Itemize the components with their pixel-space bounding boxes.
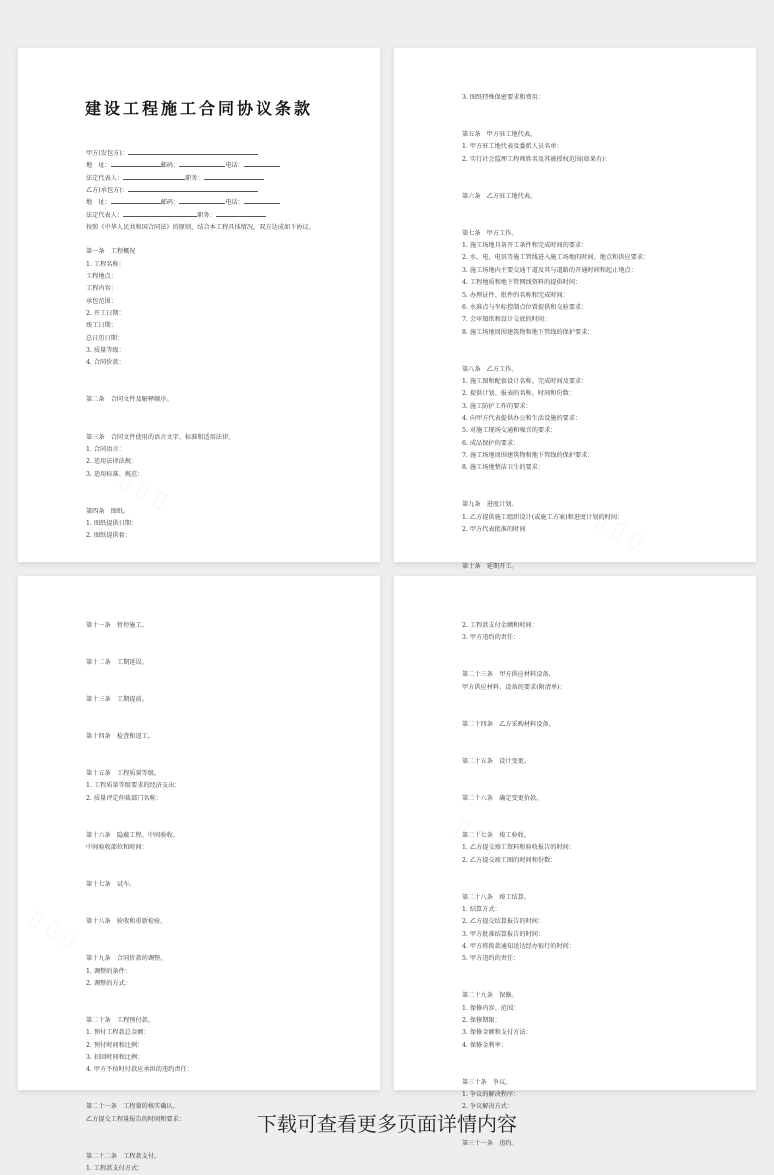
clause-line: 4. 保修金利率： [462, 1041, 507, 1049]
clause-line: 第二十三条 甲方供应材料设备。 [462, 671, 555, 679]
clause-line: 第二十一条 工程量的核实确认。 [86, 1103, 179, 1111]
party-b-line: 乙方(承包方)： [86, 185, 350, 197]
clause-line: 乙方提交工程量报告的时间和要求： [86, 1115, 185, 1123]
blank-line [86, 867, 350, 879]
blank-line [462, 743, 726, 755]
clause-line: 承包范围： [86, 297, 117, 305]
clause-line: 5. 办理证件、批件的名称和完成时间： [462, 291, 569, 299]
clause-line: 3. 扣回时间和比例： [86, 1054, 144, 1062]
blank-line [86, 645, 350, 657]
page-1-clauses [86, 234, 350, 543]
blank-line [462, 117, 726, 129]
party-b-rep-line: 法定代表人： 职务： [86, 210, 350, 222]
clause-line: 4. 甲方不按时付款应承担的违约责任： [86, 1066, 193, 1074]
clause-line: 8. 施工场地周围建筑物和地下管线的保护要求： [462, 328, 594, 336]
party-info-block [86, 148, 350, 234]
blank-line [86, 756, 350, 768]
clause-line: 第十五条 工程质量等级。 [86, 770, 161, 778]
clause-line: 1. 工程名称： [86, 260, 125, 268]
clause-line: 第二十二条 工程款支付。 [86, 1152, 161, 1160]
clause-line: 2. 水、电、电讯等施工管线进入施工场地的时间、地点和供应要求： [462, 254, 650, 262]
blank-line [462, 879, 726, 891]
clause-line: 2. 实行社会监理工程师姓名及其被授权范围(如果有)： [462, 155, 611, 163]
blank-line [462, 768, 726, 780]
document-page-2 [394, 48, 756, 571]
clause-line: 2. 质量评定仲裁部门名称： [86, 794, 162, 802]
blank-line [86, 941, 350, 953]
blank-line [462, 549, 726, 561]
clause-line: 1. 结算方式： [462, 905, 501, 913]
clause-line: 第十条 延期开工。 [462, 563, 518, 571]
document-page-1 [18, 48, 380, 562]
blank-line [86, 419, 350, 431]
clause-line: 4. 向甲方代表提供办公和生活设施的要求： [462, 414, 582, 422]
clause-line: 2. 争议解决方式： [462, 1103, 514, 1111]
clause-line: 第二十条 工程预付款。 [86, 1017, 155, 1024]
clause-line: 2. 提供计划、报表的名称、时间和份数： [462, 390, 576, 398]
blank-line [462, 645, 726, 657]
blank-line [462, 731, 726, 743]
blank-line [86, 743, 350, 755]
clause-line: 1. 甲方驻工地代表及委派人员名单： [462, 143, 563, 151]
blank-line [462, 694, 726, 706]
clause-line: 3. 甲方违约的责任： [462, 634, 520, 642]
blank-line [86, 669, 350, 681]
clause-line: 5. 甲方违约的责任： [462, 955, 520, 963]
clause-line: 2. 预付时间和比例： [86, 1041, 144, 1049]
clause-line: 第十三条 工期提前。 [86, 696, 148, 704]
blank-line [86, 706, 350, 718]
blank-line [462, 706, 726, 718]
page-2-clauses [462, 92, 726, 573]
clause-line: 第十六条 隐蔽工程、中间验收。 [86, 831, 179, 839]
clause-line: 第三十条 争议。 [462, 1078, 512, 1086]
blank-line [462, 657, 726, 669]
blank-line [86, 493, 350, 505]
clause-line: 第二十六条 确定变更价款。 [462, 794, 543, 802]
blank-line [462, 1052, 726, 1064]
clause-line: 5. 对施工现场交通和噪音的要求： [462, 427, 557, 435]
clause-line: 3. 图纸特殊保密要求和费用： [462, 94, 545, 101]
blank-line [462, 966, 726, 978]
document-page-3 [18, 576, 380, 1173]
blank-line [86, 407, 350, 419]
blank-line [462, 178, 726, 190]
clause-line: 第三十一条 违约。 [462, 1140, 518, 1148]
blank-line [462, 536, 726, 548]
clause-line: 2. 适用法律法规： [86, 458, 138, 466]
clause-line: 2. 调整的方式： [86, 979, 131, 987]
blank-line [462, 867, 726, 879]
blank-line [462, 780, 726, 792]
clause-line: 2. 保修期限： [462, 1017, 501, 1024]
clause-line: 2. 乙方提交竣工图的时间和份数： [462, 856, 557, 864]
clause-line: 3. 甲方批准结算报告的时间： [462, 930, 545, 938]
blank-line [462, 215, 726, 227]
party-b-address-line: 地 址： 邮码： 电话： [86, 197, 350, 209]
clause-line: 1. 工程质量等级要求的经济支出： [86, 782, 181, 790]
clause-line: 1. 乙方提供施工组织设计(或施工方案)和进度计划的时间： [462, 513, 624, 521]
clause-line: 中间验收部位和时间： [86, 844, 148, 852]
party-a-address-line: 地 址： 邮码： 电话： [86, 160, 350, 172]
clause-line: 1. 预付工程款总金额： [86, 1029, 150, 1037]
clause-line: 2. 乙方提交结算报告的时间： [462, 918, 545, 926]
clause-line: 第十一条 暂停施工。 [86, 622, 148, 629]
blank-line [462, 104, 726, 116]
blank-line [462, 1064, 726, 1076]
blank-line [462, 818, 726, 830]
clause-line: 3. 适用标准、规范： [86, 470, 144, 478]
clause-line: 第二十七条 竣工验收。 [462, 831, 531, 839]
clause-line: 第八条 乙方工作。 [462, 365, 518, 373]
clause-line: 第十四条 检查和返工。 [86, 733, 155, 741]
blank-line [86, 892, 350, 904]
clause-line: 3. 施工防护工作的要求： [462, 402, 532, 410]
blank-line [462, 475, 726, 487]
clause-line: 2. 图纸提供套： [86, 532, 131, 540]
clause-line: 总日历日期： [86, 334, 124, 342]
clause-line: 第七条 甲方工作。 [462, 229, 518, 237]
clause-line: 第六条 乙方驻工地代表。 [462, 192, 537, 200]
clause-line: 第三条 合同文件使用的语言文字、标准和适用法律。 [86, 433, 235, 441]
clause-line: 1. 图纸提供日期： [86, 519, 138, 527]
clause-line: 第十七条 试车。 [86, 881, 136, 889]
blank-line [86, 1077, 350, 1089]
blank-line [86, 682, 350, 694]
clause-line: 第二十九条 保修。 [462, 992, 518, 1000]
clause-line: 2. 工程款支付金额和时间： [462, 622, 538, 629]
clause-line: 7. 会审图纸和设计交底的时间： [462, 316, 551, 324]
blank-line [86, 234, 350, 246]
clause-line: 第十二条 工期延误。 [86, 659, 148, 667]
clause-line: 第十九条 合同价款的调整。 [86, 955, 167, 963]
clause-line: 第二十八条 竣工结算。 [462, 893, 531, 901]
clause-line: 第二十四条 乙方采购材料设备。 [462, 720, 555, 728]
clause-line: 1. 调整的条件： [86, 967, 131, 975]
blank-line [86, 1089, 350, 1101]
blank-line [86, 1003, 350, 1015]
clause-line: 1. 施工图和配套设计名称、完成时间及要求： [462, 377, 588, 385]
document-page-4 [394, 576, 756, 1148]
blank-line [462, 805, 726, 817]
clause-line: 7. 施工场地周围建筑物和地下管线的保护要求： [462, 451, 594, 459]
clause-line: 第九条 进度计划。 [462, 501, 518, 509]
agreement-intro: 按照《中华人民共和国合同法》的原则，结合本工程具体情况，双方达成如下协议。 [86, 224, 315, 232]
page-4-clauses [462, 620, 726, 1151]
clause-line: 3. 保修金额和支付方法： [462, 1029, 532, 1037]
download-more-caption[interactable]: 下载可查看更多页面详情内容 [257, 1112, 517, 1136]
clause-line: 4. 合同价款： [86, 359, 125, 367]
clause-line: 3. 施工场地内主要交通干道及其与道路的开通时间和起止地点： [462, 266, 637, 274]
clause-line: 甲方供应材料、设备的要求(附清单)： [462, 683, 566, 691]
blank-line [86, 1138, 350, 1150]
blank-line [462, 978, 726, 990]
blank-line [462, 166, 726, 178]
clause-line: 工程地点： [86, 273, 117, 281]
clause-line: 3. 质量等级： [86, 347, 125, 355]
blank-line [86, 805, 350, 817]
clause-line: 第四条 图纸。 [86, 507, 130, 515]
clause-line: 工程内容： [86, 285, 117, 293]
clause-line: 第二十五条 设计变更。 [462, 757, 531, 765]
blank-line [462, 339, 726, 351]
blank-line [86, 855, 350, 867]
clause-line: 1. 合同语言： [86, 445, 125, 453]
blank-line [86, 370, 350, 382]
blank-line [86, 818, 350, 830]
party-a-line: 甲方(发包方)： [86, 148, 350, 160]
clause-line: 1. 乙方提交竣工资料和验收报告的时间： [462, 844, 576, 852]
clause-line: 6. 水准点与坐标控制点位置提供和交验要求： [462, 303, 588, 311]
clause-line: 第十八条 验收和重新检验。 [86, 918, 167, 926]
blank-line [86, 382, 350, 394]
blank-line [462, 203, 726, 215]
clause-line: 1. 保修内容、范围： [462, 1004, 520, 1012]
blank-line [86, 990, 350, 1002]
clause-line: 1. 争议的解决程序： [462, 1091, 520, 1099]
blank-line [462, 351, 726, 363]
clause-line: 6. 成品保护的要求： [462, 439, 520, 447]
clause-line: 2. 开工日期： [86, 310, 125, 318]
clause-line: 2. 甲方代表批准的时间 [462, 526, 526, 534]
clause-line: 1. 施工场地具备开工条件和完成时间的要求： [462, 242, 588, 250]
clause-line: 8. 施工场地整洁卫生的要求： [462, 464, 545, 472]
document-title: 建设工程施工合同协议条款 [84, 99, 313, 118]
blank-line [86, 632, 350, 644]
party-a-rep-line: 法定代表人： 职务： [86, 173, 350, 185]
page-3-clauses [86, 620, 350, 1175]
blank-line [86, 719, 350, 731]
watermark [25, 905, 81, 952]
clause-line: 竣工日期： [86, 322, 117, 330]
blank-line [86, 904, 350, 916]
clause-line: 4. 工程地质和地下管网线资料的提供时间： [462, 279, 582, 287]
blank-line [462, 487, 726, 499]
clause-line: 第二条 合同文件及解释顺序。 [86, 396, 173, 404]
blank-line [86, 481, 350, 493]
clause-line: 第五条 甲方驻工地代表。 [462, 131, 537, 139]
clause-line: 第一条 工程概况 [86, 248, 136, 256]
clause-line: 1. 工程款支付方式： [86, 1165, 144, 1173]
blank-line [86, 929, 350, 941]
clause-line: 4. 甲方将拨款通知送达经办银行的时间： [462, 942, 576, 950]
